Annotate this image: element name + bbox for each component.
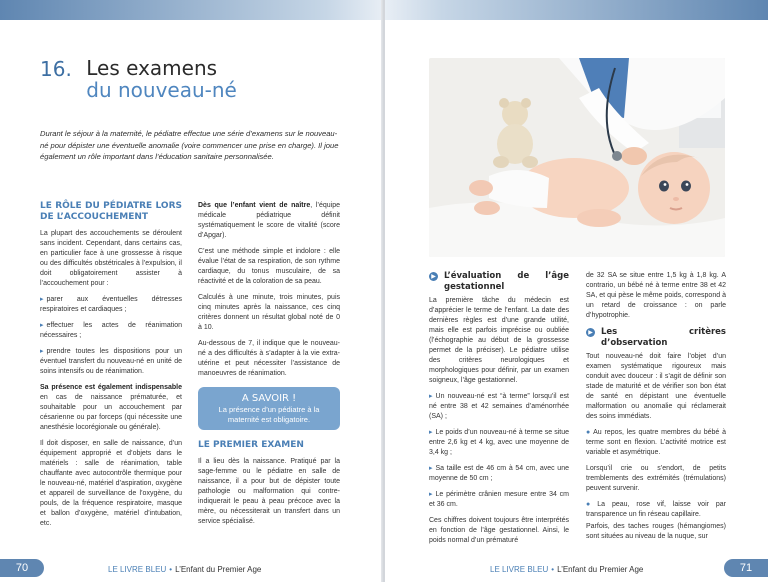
triangle-bullet-icon: ▸ <box>429 429 433 436</box>
triangle-bullet-icon: ▸ <box>429 393 433 400</box>
top-banner <box>0 0 383 20</box>
triangle-bullet-icon: ▸ <box>429 465 433 472</box>
footer-title <box>490 565 643 574</box>
chapter-title <box>86 57 237 101</box>
dot-bullet-icon: ● <box>586 429 592 436</box>
right-page <box>385 0 768 582</box>
right-column-2 <box>586 271 726 548</box>
page-number: 70 <box>0 559 44 577</box>
footer-subtitle: L’Enfant du Premier Age <box>175 565 262 574</box>
paragraph: Dès que l’enfant vient de naître, l’équipe médicale pédiatrique définit systématiquement le score de vitalité (score d’Apgar). <box>198 202 340 239</box>
paragraph: Sa présence est également indispensable en cas de naissance prématurée, et souhaitable pour un accouchement par césarienne ou par forceps (qui nécessite une anesthésie locorégionale ou générale). <box>40 384 182 431</box>
paragraph: La plupart des accouchements se déroulent sans incident. Cependant, dans certains cas, en particulier face à une grossesse à risque ou des difficultés obstétricales à l’expulsion, il doit obligatoirement assister à l’accouchement pour : <box>40 230 182 287</box>
left-column-2 <box>198 201 340 533</box>
chevron-right-icon: ▶ <box>586 328 595 337</box>
paragraph: de 32 SA se situe entre 1,5 kg à 1,8 kg. A contrario, un bébé né à terme entre 38 et 42 SA, et qui pèse le même poids, correspond à un retard de croissance : on parle d’hypotrophie. <box>586 272 726 319</box>
bullet-item: ▸ Sa taille est de 46 cm à 54 cm, avec une moyenne de 50 cm ; <box>429 465 569 482</box>
bullet-item: ▸ Le périmètre crânien mesure entre 34 cm et 36 cm. <box>429 491 569 508</box>
dot-bullet-icon: ● <box>586 501 596 508</box>
paragraph: Lorsqu’il crie ou s’endort, de petits tremblements des extrémités (trémulations) peuvent survenir. <box>586 465 726 492</box>
chapter-heading <box>40 57 237 101</box>
chapter-title-line1: Les examens <box>86 56 218 80</box>
bullet-item: ● La peau, rose vif, laisse voir par transparence un fin réseau capillaire. <box>586 501 727 518</box>
page-footer <box>0 558 383 582</box>
paragraph: Parfois, des taches rouges (hémangiomes) sont situées au niveau de la nuque, sur <box>586 523 726 540</box>
left-page <box>0 0 383 582</box>
footer-separator: • <box>551 565 555 574</box>
triangle-bullet-icon: ▸ <box>40 348 44 355</box>
section-heading-role: LE RÔLE DU PÉDIATRE LORS DE L’ACCOUCHEMENT <box>40 201 182 222</box>
right-column-1 <box>429 271 569 552</box>
paragraph: Au-dessous de 7, il indique que le nouveau-né a des difficultés à s’adapter à la vie extra-utérine et peut nécessiter l’assistance de manoeuvres de réanimation. <box>198 340 340 377</box>
triangle-bullet-icon: ▸ <box>40 322 44 329</box>
section-heading-first-exam: LE PREMIER EXAMEN <box>198 440 304 450</box>
paragraph: Tout nouveau-né doit faire l’objet d’un examen systématique rigoureux mais conduit avec douceur : il s’agit de définir son stade de maturité et de vérifier son bon état de santé en dépistant une éventuelle malformation ou anomalie qui réclamerait des soins immédiats. <box>586 353 726 420</box>
top-banner <box>385 0 768 20</box>
section-heading-gestational-age: ▶ L’évaluation de l’âge gestationnel <box>429 271 569 292</box>
paragraph: Il a lieu dès la naissance. Pratiqué par la sage-femme ou le pédiatre en salle de naissance, il a pour but de dépister toute pathologie ou malformation qui contre-indiquerait le peau à peau précoce avec la mère, ou nécessiterait un transfert dans un service spécialisé. <box>198 458 340 525</box>
chapter-number: 16. <box>40 57 72 81</box>
section-heading-observation: ▶ Les critères d’observation <box>586 327 726 348</box>
page-footer <box>385 558 768 582</box>
bullet-item: ▸ Un nouveau-né est “à terme” lorsqu’il est né entre 38 et 42 semaines d’aménorrhée (SA) ; <box>429 393 569 420</box>
bullet-item: ● Au repos, les quatre membres du bébé à terme sont en flexion. L’activité motrice est variable et asymétrique. <box>586 429 726 456</box>
footer-title <box>108 565 261 574</box>
paragraph: Ces chiffres doivent toujours être interprétés en fonction de l’âge gestationnel. Ainsi, le poids normal d’un prématuré <box>429 517 569 544</box>
triangle-bullet-icon: ▸ <box>40 296 44 303</box>
baby-exam-photo <box>429 58 725 257</box>
callout-body: La présence d’un pédiatre à la maternité est obligatoire. <box>218 405 320 424</box>
bullet-item: ▸ prendre toutes les dispositions pour un éventuel transfert du nouveau-né en unité de soins intensifs ou de réanimation. <box>40 348 182 375</box>
left-column-1 <box>40 201 182 535</box>
footer-brand: LE LIVRE BLEU <box>108 565 167 574</box>
paragraph: Calculés à une minute, trois minutes, puis cinq minutes après la naissance, ces cinq critères donnent un résultat global noté de 0 à 10. <box>198 294 340 331</box>
photo-illustration <box>429 58 725 257</box>
paragraph: Il doit disposer, en salle de naissance, d’un équipement approprié et d’objets dans le matériels : salle de réanimation, table chauffante avec autocontrôle thermique pour le nouveau-né, matériel d’aspiration, oxygène et appareil de surveillance de l’oxygène, du pouls, de la fréquence respiratoire, masque et ballon d’oxygène, matériel d’intubation, etc. <box>40 440 182 527</box>
callout-title: A SAVOIR ! <box>241 393 297 404</box>
info-callout <box>198 387 340 430</box>
intro-paragraph: Durant le séjour à la maternité, le pédiatre effectue une série d’examens sur le nouveau-né pour dépister une éventuelle anomalie (voire commencer une prise en charge). Il joue également un rôle important dans l’éducation sanitaire personnalisée. <box>40 129 339 161</box>
footer-brand: LE LIVRE BLEU <box>490 565 549 574</box>
chapter-title-line2: du nouveau-né <box>86 78 237 102</box>
bullet-item: ▸ effectuer les actes de réanimation nécessaires ; <box>40 322 182 339</box>
bullet-item: ▸ Le poids d’un nouveau-né à terme se situe entre 2,6 kg et 4 kg, avec une moyenne de 3,4 kg ; <box>429 429 569 456</box>
chevron-right-icon: ▶ <box>429 272 438 281</box>
triangle-bullet-icon: ▸ <box>429 491 433 498</box>
page-number: 71 <box>724 559 768 577</box>
paragraph: La première tâche du médecin est d’apprécier le terme de l’enfant. La date des dernières règles est d’une grande utilité, mais elle est parfois imprécise ou oubliée (l’échographie au début de la grossesse permet de la préciser). Le pédiatre utilise des critères neurologiques et morphologiques pour définir, par un examen soigneux, l’âge gestationnel. <box>429 297 569 384</box>
footer-subtitle: L’Enfant du Premier Age <box>557 565 644 574</box>
bullet-item: ▸ parer aux éventuelles détresses respiratoires et cardiaques ; <box>40 296 182 313</box>
footer-separator: • <box>169 565 173 574</box>
paragraph: C’est une méthode simple et indolore : elle évalue l’état de sa respiration, de son rythme cardiaque, du tonus musculaire, de sa réactivité et de la coloration de sa peau. <box>198 248 340 285</box>
